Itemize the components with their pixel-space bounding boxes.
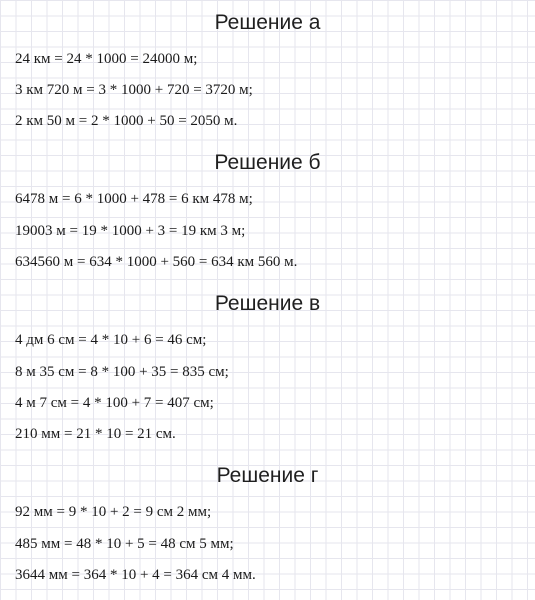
section-b-line-3: 634560 м = 634 * 1000 + 560 = 634 км 560 м. [15,254,298,270]
section-c-line-1: 4 дм 6 см = 4 * 10 + 6 = 46 см; [15,332,207,348]
section-d-line-1: 92 мм = 9 * 10 + 2 = 9 см 2 мм; [15,504,212,520]
section-d-line-3: 3644 мм = 364 * 10 + 4 = 364 см 4 мм. [15,567,256,583]
section-d-line-2: 485 мм = 48 * 10 + 5 = 48 см 5 мм; [15,536,234,552]
section-a-line-1: 24 км = 24 * 1000 = 24000 м; [15,51,198,67]
section-b-line-1: 6478 м = 6 * 1000 + 478 = 6 км 478 м; [15,191,253,207]
section-b-title: Решение б [214,151,321,174]
section-a-line-3: 2 км 50 м = 2 * 1000 + 50 = 2050 м. [15,113,238,129]
section-c-title: Решение в [214,292,321,315]
section-d-title: Решение г [216,464,319,487]
section-a-title: Решение а [214,11,321,34]
section-c-line-4: 210 мм = 21 * 10 = 21 см. [15,426,176,442]
section-a-line-2: 3 км 720 м = 3 * 1000 + 720 = 3720 м; [15,82,253,98]
section-b-line-2: 19003 м = 19 * 1000 + 3 = 19 км 3 м; [15,223,246,239]
section-c-line-2: 8 м 35 см = 8 * 100 + 35 = 835 см; [15,364,229,380]
section-c-line-3: 4 м 7 см = 4 * 100 + 7 = 407 см; [15,395,214,411]
